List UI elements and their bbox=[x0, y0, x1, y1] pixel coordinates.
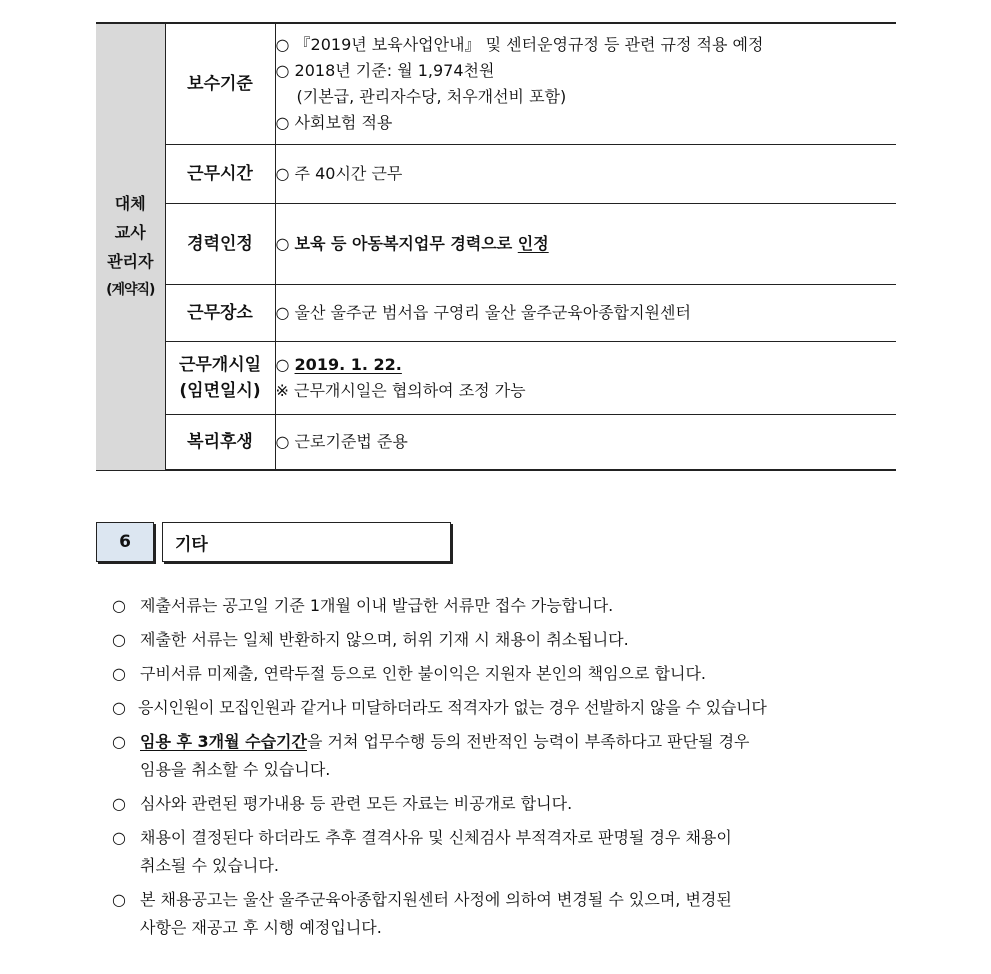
employment-conditions-table bbox=[96, 22, 896, 471]
row-value-pay bbox=[275, 23, 896, 144]
note-line: 채용이 결정된다 하더라도 추후 결격사유 및 신체검사 부적격자로 판명될 경우 채용이 bbox=[140, 828, 732, 847]
bullet: ○ bbox=[112, 828, 126, 847]
bullet: ○ bbox=[275, 354, 295, 374]
probation-period: 임용 후 3개월 수습기간 bbox=[140, 732, 307, 751]
category-line: 관리자 bbox=[107, 251, 154, 271]
bullet: ○ bbox=[112, 890, 126, 909]
note-text bbox=[140, 728, 750, 756]
note-text: 을 거쳐 업무수행 등의 전반적인 능력이 부족하다고 판단될 경우 bbox=[306, 732, 750, 751]
start-date-label-line: 근무개시일 bbox=[178, 354, 262, 375]
list-item bbox=[112, 728, 898, 784]
bullet: ○ bbox=[112, 664, 126, 683]
pay-line: (기본급, 관리자수당, 처우개선비 포함) bbox=[296, 86, 567, 106]
bullet: ○ bbox=[112, 794, 126, 813]
note-text: 구비서류 미제출, 연락두절 등으로 인한 불이익은 지원자 본인의 책임으로 합니다. bbox=[140, 664, 706, 683]
experience-text: 보육 등 아동복지업무 경력으로 bbox=[294, 233, 518, 253]
row-value-hours: ○ 주 40시간 근무 bbox=[275, 144, 896, 203]
category-line: (계약직) bbox=[106, 281, 155, 298]
section-title: 기타 bbox=[162, 522, 451, 562]
start-date-label-line: (임면일시) bbox=[179, 380, 261, 401]
row-label-pay: 보수기준 bbox=[165, 23, 275, 144]
row-label-start-date bbox=[165, 341, 275, 414]
row-value-welfare: ○ 근로기준법 준용 bbox=[275, 414, 896, 470]
experience-underlined: 인정 bbox=[517, 233, 549, 253]
start-date-line bbox=[276, 352, 897, 378]
pay-line: ○ 『2019년 보육사업안내』 및 센터운영규정 등 관련 규정 적용 예정 bbox=[275, 34, 764, 54]
list-item bbox=[112, 824, 898, 880]
category-cell bbox=[96, 23, 165, 470]
pay-line: ○ 사회보험 적용 bbox=[275, 112, 393, 132]
section-number: 6 bbox=[96, 522, 154, 562]
list-item bbox=[112, 626, 898, 654]
start-date-note: ※ 근무개시일은 협의하여 조정 가능 bbox=[275, 380, 526, 400]
note-text: 심사와 관련된 평가내용 등 관련 모든 자료는 비공개로 합니다. bbox=[140, 794, 573, 813]
list-item bbox=[112, 886, 898, 942]
row-value-start-date bbox=[275, 341, 896, 414]
note-line: 임용을 취소할 수 있습니다. bbox=[140, 760, 331, 779]
category-line: 교사 bbox=[114, 222, 146, 242]
note-line: 본 채용공고는 울산 울주군육아종합지원센터 사정에 의하여 변경될 수 있으며, 변경된 bbox=[140, 890, 732, 909]
list-item bbox=[112, 694, 898, 722]
bullet: ○ bbox=[112, 732, 126, 751]
notes-list bbox=[112, 592, 898, 948]
list-item bbox=[112, 592, 898, 620]
note-line: 취소될 수 있습니다. bbox=[140, 856, 279, 875]
list-item bbox=[112, 790, 898, 818]
list-item bbox=[112, 660, 898, 688]
row-label-experience: 경력인정 bbox=[165, 203, 275, 284]
bullet: ○ bbox=[275, 233, 295, 253]
row-label-location: 근무장소 bbox=[165, 284, 275, 341]
note-text: 응시인원이 모집인원과 같거나 미달하더라도 적격자가 없는 경우 선발하지 않을 수 있습니다 bbox=[138, 698, 767, 717]
note-text: 제출한 서류는 일체 반환하지 않으며, 허위 기재 시 채용이 취소됩니다. bbox=[140, 630, 629, 649]
start-date: 2019. 1. 22. bbox=[294, 354, 402, 374]
row-label-welfare: 복리후생 bbox=[165, 414, 275, 470]
category-line: 대체 bbox=[114, 193, 146, 213]
row-value-location: ○ 울산 울주군 범서읍 구영리 울산 울주군육아종합지원센터 bbox=[275, 284, 896, 341]
row-value-experience bbox=[275, 203, 896, 284]
row-label-hours: 근무시간 bbox=[165, 144, 275, 203]
bullet: ○ bbox=[112, 630, 126, 649]
note-line: 사항은 재공고 후 시행 예정입니다. bbox=[140, 918, 382, 937]
bullet: ○ bbox=[112, 698, 126, 717]
pay-line: ○ 2018년 기준: 월 1,974천원 bbox=[275, 60, 495, 80]
note-text: 제출서류는 공고일 기준 1개월 이내 발급한 서류만 접수 가능합니다. bbox=[140, 596, 614, 615]
bullet: ○ bbox=[112, 596, 126, 615]
note-line bbox=[140, 728, 898, 756]
